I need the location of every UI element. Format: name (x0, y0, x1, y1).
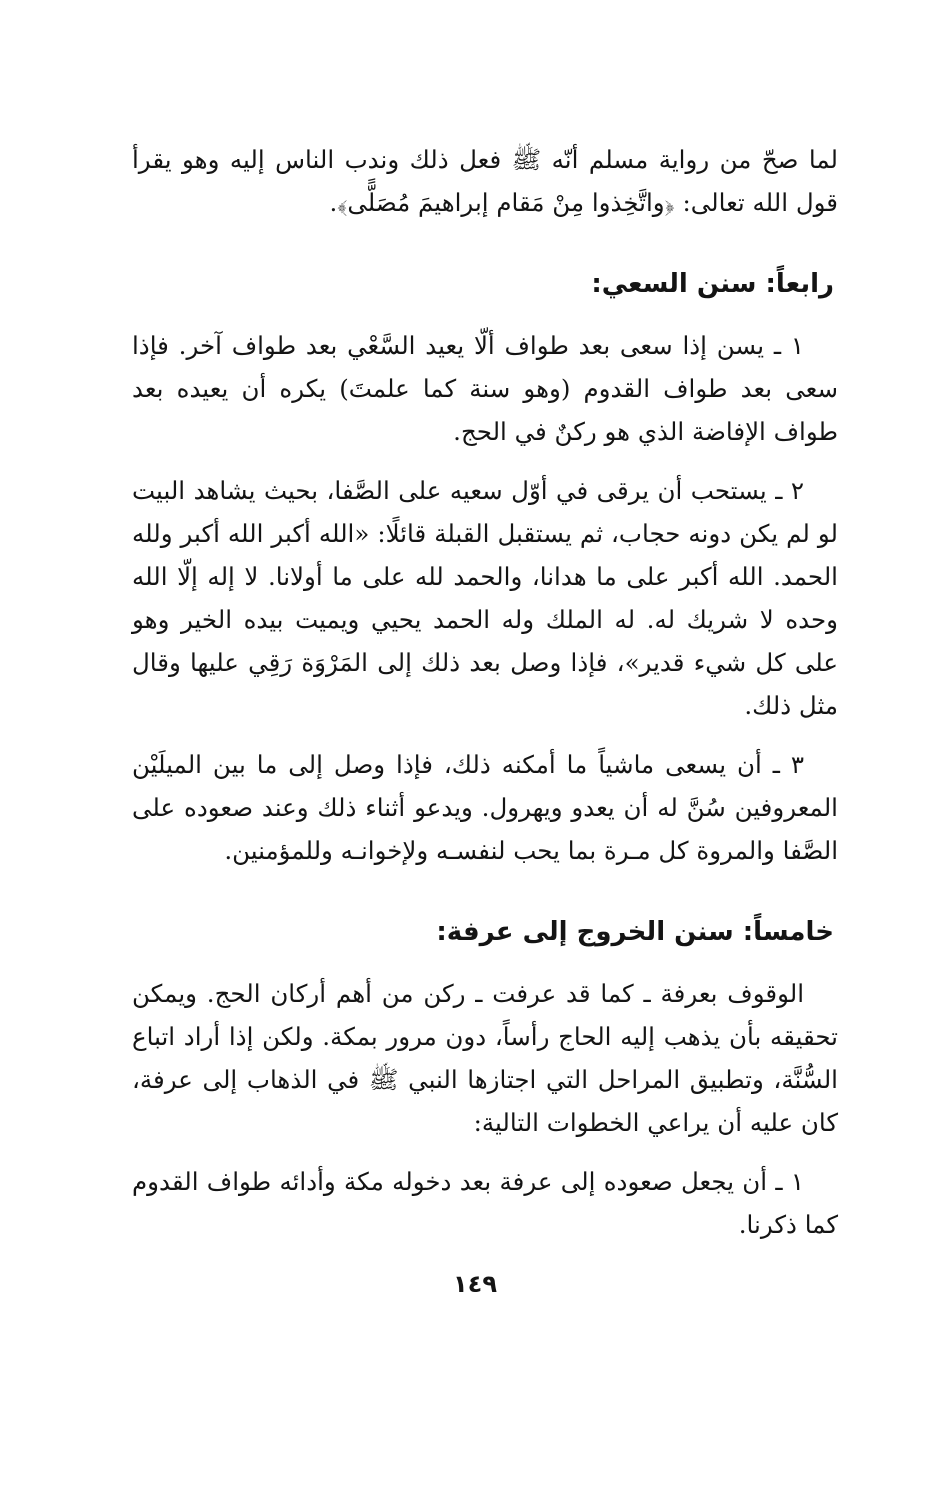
page-body (132, 138, 838, 1262)
paragraph-continuation: لما صحّ من رواية مسلم أنّه ﷺ فعل ذلك وندب الناس إليه وهو يقرأ قول الله تعالى: ﴿واتَّخِذوا مِنْ مَقام إبراهيمَ مُصَلًّى﴾. (132, 145, 838, 217)
page-number: ١٤٩ (453, 1270, 497, 1298)
section-heading-sai: رابعاً: سنن السعي: (591, 269, 834, 299)
arafa-intro: الوقوف بعرفة ـ كما قد عرفت ـ ركن من أهم أركان الحج. ويمكن تحقيقه بأن يذهب إليه الحاج رأساً، دون مرور بمكة. ولكن إذا أراد اتباع السُّنَّة، وتطبيق المراحل التي اجتازها النبي ﷺ في الذهاب إلى عرفة، كان عليه أن يراعي الخطوات التالية: (132, 979, 838, 1137)
sai-item-3: ٣ ـ أن يسعى ماشياً ما أمكنه ذلك، فإذا وصل إلى ما بين الميلَيْن المعروفين سُنَّ له أن يعدو ويهرول. ويدعو أثناء ذلك وعند صعوده على الصَّفا والمروة كل مـرة بما يحب لنفسـه ولإخوانـه وللمؤمنين. (132, 750, 838, 865)
sai-item-2: ٢ ـ يستحب أن يرقى في أوّل سعيه على الصَّفا، بحيث يشاهد البيت لو لم يكن دونه حجاب، ثم يستقبل القبلة قائلًا: «الله أكبر الله أكبر ولله الحمد. الله أكبر على ما هدانا، والحمد لله على ما أولانا. لا إله إلّا الله وحده لا شريك له. له الملك وله الحمد يحيي ويميت بيده الخير وهو على كل شيء قدير»، فإذا وصل بعد ذلك إلى المَرْوَة رَقِي عليها وقال مثل ذلك. (132, 476, 838, 720)
sai-item-1: ١ ـ يسن إذا سعى بعد طواف ألّا يعيد السَّعْي بعد طواف آخر. فإذا سعى بعد طواف القدوم (وهو سنة كما علمتَ) يكره أن يعيده بعد طواف الإفاضة الذي هو ركنٌ في الحج. (132, 331, 838, 446)
section-heading-arafa: خامساً: سنن الخروج إلى عرفة: (436, 917, 834, 947)
arafa-item-1: ١ ـ أن يجعل صعوده إلى عرفة بعد دخوله مكة وأدائه طواف القدوم كما ذكرنا. (132, 1167, 838, 1239)
